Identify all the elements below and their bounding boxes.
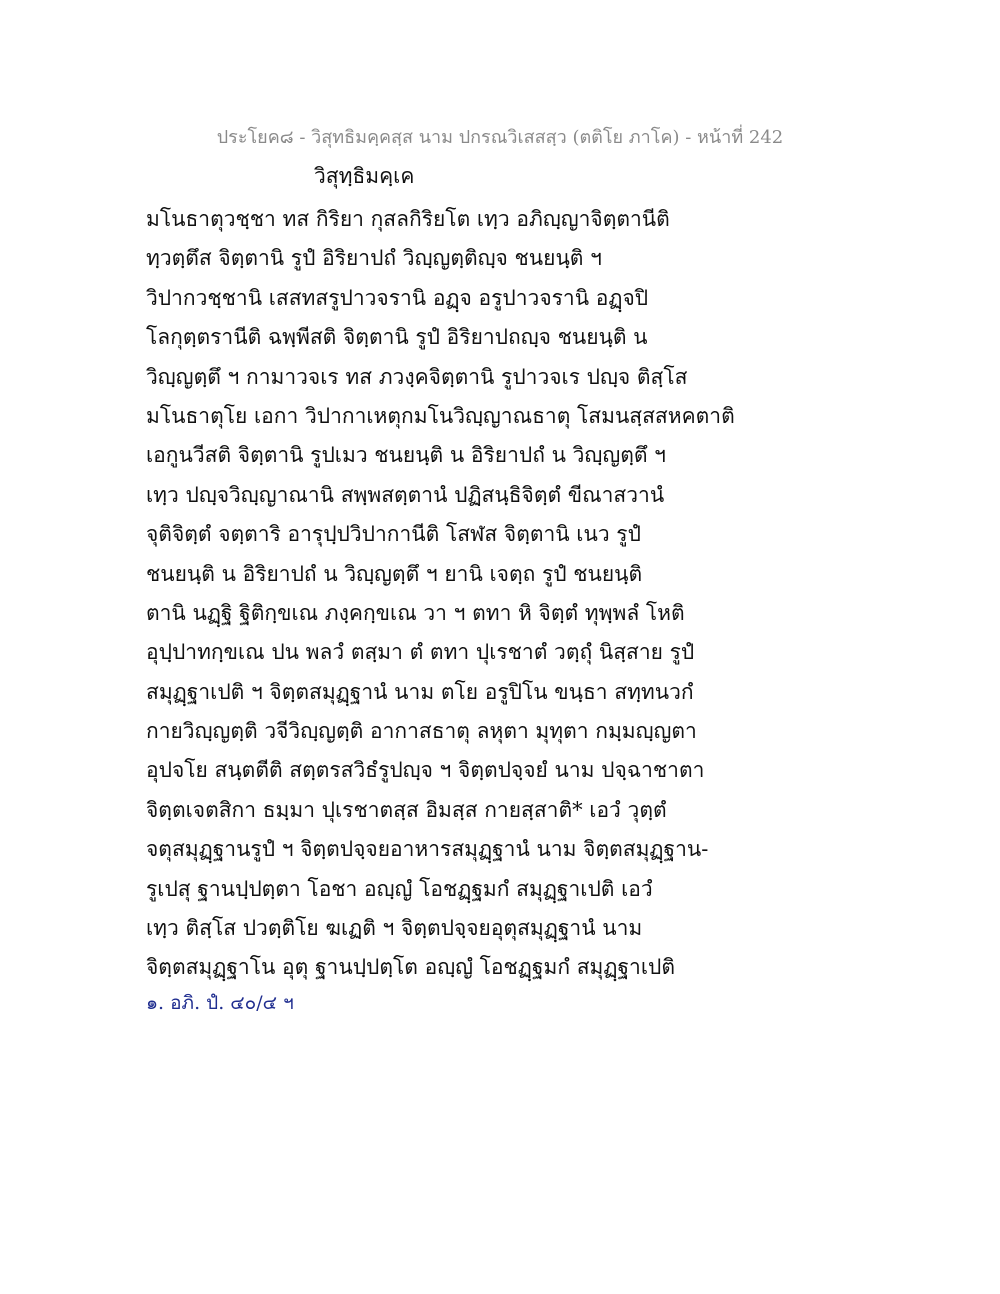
body-text — [146, 200, 735, 988]
body-line: วิปากวชฺชานิ เสสทสรูปาวจรานิ อฏฺจ อรูปาวจรานิ อฏฺจปิ — [146, 285, 649, 310]
body-line: เอกูนวีสติ จิตฺตานิ รูปเมว ชนยนฺติ น อิริยาปถํ น วิญฺญตฺตึ ฯ — [146, 443, 666, 468]
body-line: สมุฏฺฐาเปติ ฯ จิตฺตสมุฏฺฐานํ นาม ตโย อรูปิโน ขนฺธา สทฺทนวกํ — [146, 679, 694, 704]
body-line: อุปจโย สนฺตตีติ สตฺตรสวิธํรูปญฺจ ฯ จิตฺตปจฺจยํ นาม ปจฺฉาชาตา — [146, 758, 705, 783]
body-line: กายวิญฺญตฺติ วจีวิญฺญตฺติ อากาสธาตุ ลหุตา มุทุตา กมฺมญฺญตา — [146, 719, 697, 744]
body-line: โลกุตฺตรานีติ ฉพฺพีสติ จิตฺตานิ รูปํ อิริยาปถญฺจ ชนยนฺติ น — [146, 325, 648, 350]
running-header: ประโยค๘ - วิสุทธิมคฺคสฺส นาม ปกรณวิเสสสฺว (ตติโย ภาโค) - หน้าที่ 242 — [216, 127, 784, 148]
footnote: ๑. อภิ. ปํ. ๔๐/๔ ฯ — [146, 992, 294, 1014]
body-line: อุปฺปาทกฺขเณ ปน พลวํ ตสฺมา ตํ ตทา ปุเรชาตํ วตฺถุํ นิสฺสาย รูปํ — [146, 640, 695, 665]
body-line: มโนธาตุวชฺชา ทส กิริยา กุสลกิริยโต เทฺว อภิญฺญาจิตฺตานีติ — [146, 207, 670, 231]
body-line: เทฺว ติสฺโส ปวตฺติโย ฆเฏติ ฯ จิตฺตปจฺจยอุตุสมุฏฺฐานํ นาม — [146, 916, 643, 941]
body-line: ตานิ นฏฺฐิ ฐิติกฺขเณ ภงฺคกฺขเณ วา ฯ ตทา หิ จิตฺตํ ทุพฺพลํ โหติ — [146, 600, 685, 625]
body-line: เทฺว ปญฺจวิญฺญาณานิ สพฺพสตฺตานํ ปฏิสนฺธิจิตฺตํ ขีณาสวานํ — [146, 482, 665, 507]
body-line: จิตฺตสมุฏฺฐาโน อุตุ ฐานปฺปตฺโต อญฺญํ โอชฏฺฐมกํ สมุฏฺฐาเปติ — [146, 955, 675, 980]
body-line: จุติจิตฺตํ จตฺตาริ อารุปฺปวิปากานีติ โสฬส จิตฺตานิ เนว รูปํ — [146, 522, 641, 547]
body-line: ชนยนฺติ น อิริยาปถํ น วิญฺญตฺตึ ฯ ยานิ เจตฺถ รูปํ ชนยนฺติ — [146, 561, 643, 586]
body-line: มโนธาตุโย เอกา วิปากาเหตุกมโนวิญฺญาณธาตุ โสมนสฺสสหคตาติ — [146, 403, 735, 428]
body-line: จตุสมุฏฺฐานรูปํ ฯ จิตฺตปจฺจยอาหารสมุฏฺฐานํ นาม จิตฺตสมุฏฺฐาน- — [146, 837, 709, 862]
body-line: ทฺวตฺตึส จิตฺตานิ รูปํ อิริยาปถํ วิญฺญตฺติญฺจ ชนยนฺติ ฯ — [146, 246, 602, 271]
body-line: จิตฺตเจตสิกา ธมฺมา ปุเรชาตสฺส อิมสฺส กายสฺสาติ* เอวํ วุตฺตํ — [146, 797, 667, 822]
body-line: วิญฺญตฺตึ ฯ กามาวจเร ทส ภวงฺคจิตฺตานิ รูปาวจเร ปญฺจ ติสฺโส — [146, 364, 688, 389]
book-title: วิสุทฺธิมคฺเค — [314, 164, 415, 188]
body-line: รูเปสุ ฐานปฺปตฺตา โอชา อญฺญํ โอชฏฺฐมกํ สมุฏฺฐาเปติ เอวํ — [146, 876, 653, 901]
